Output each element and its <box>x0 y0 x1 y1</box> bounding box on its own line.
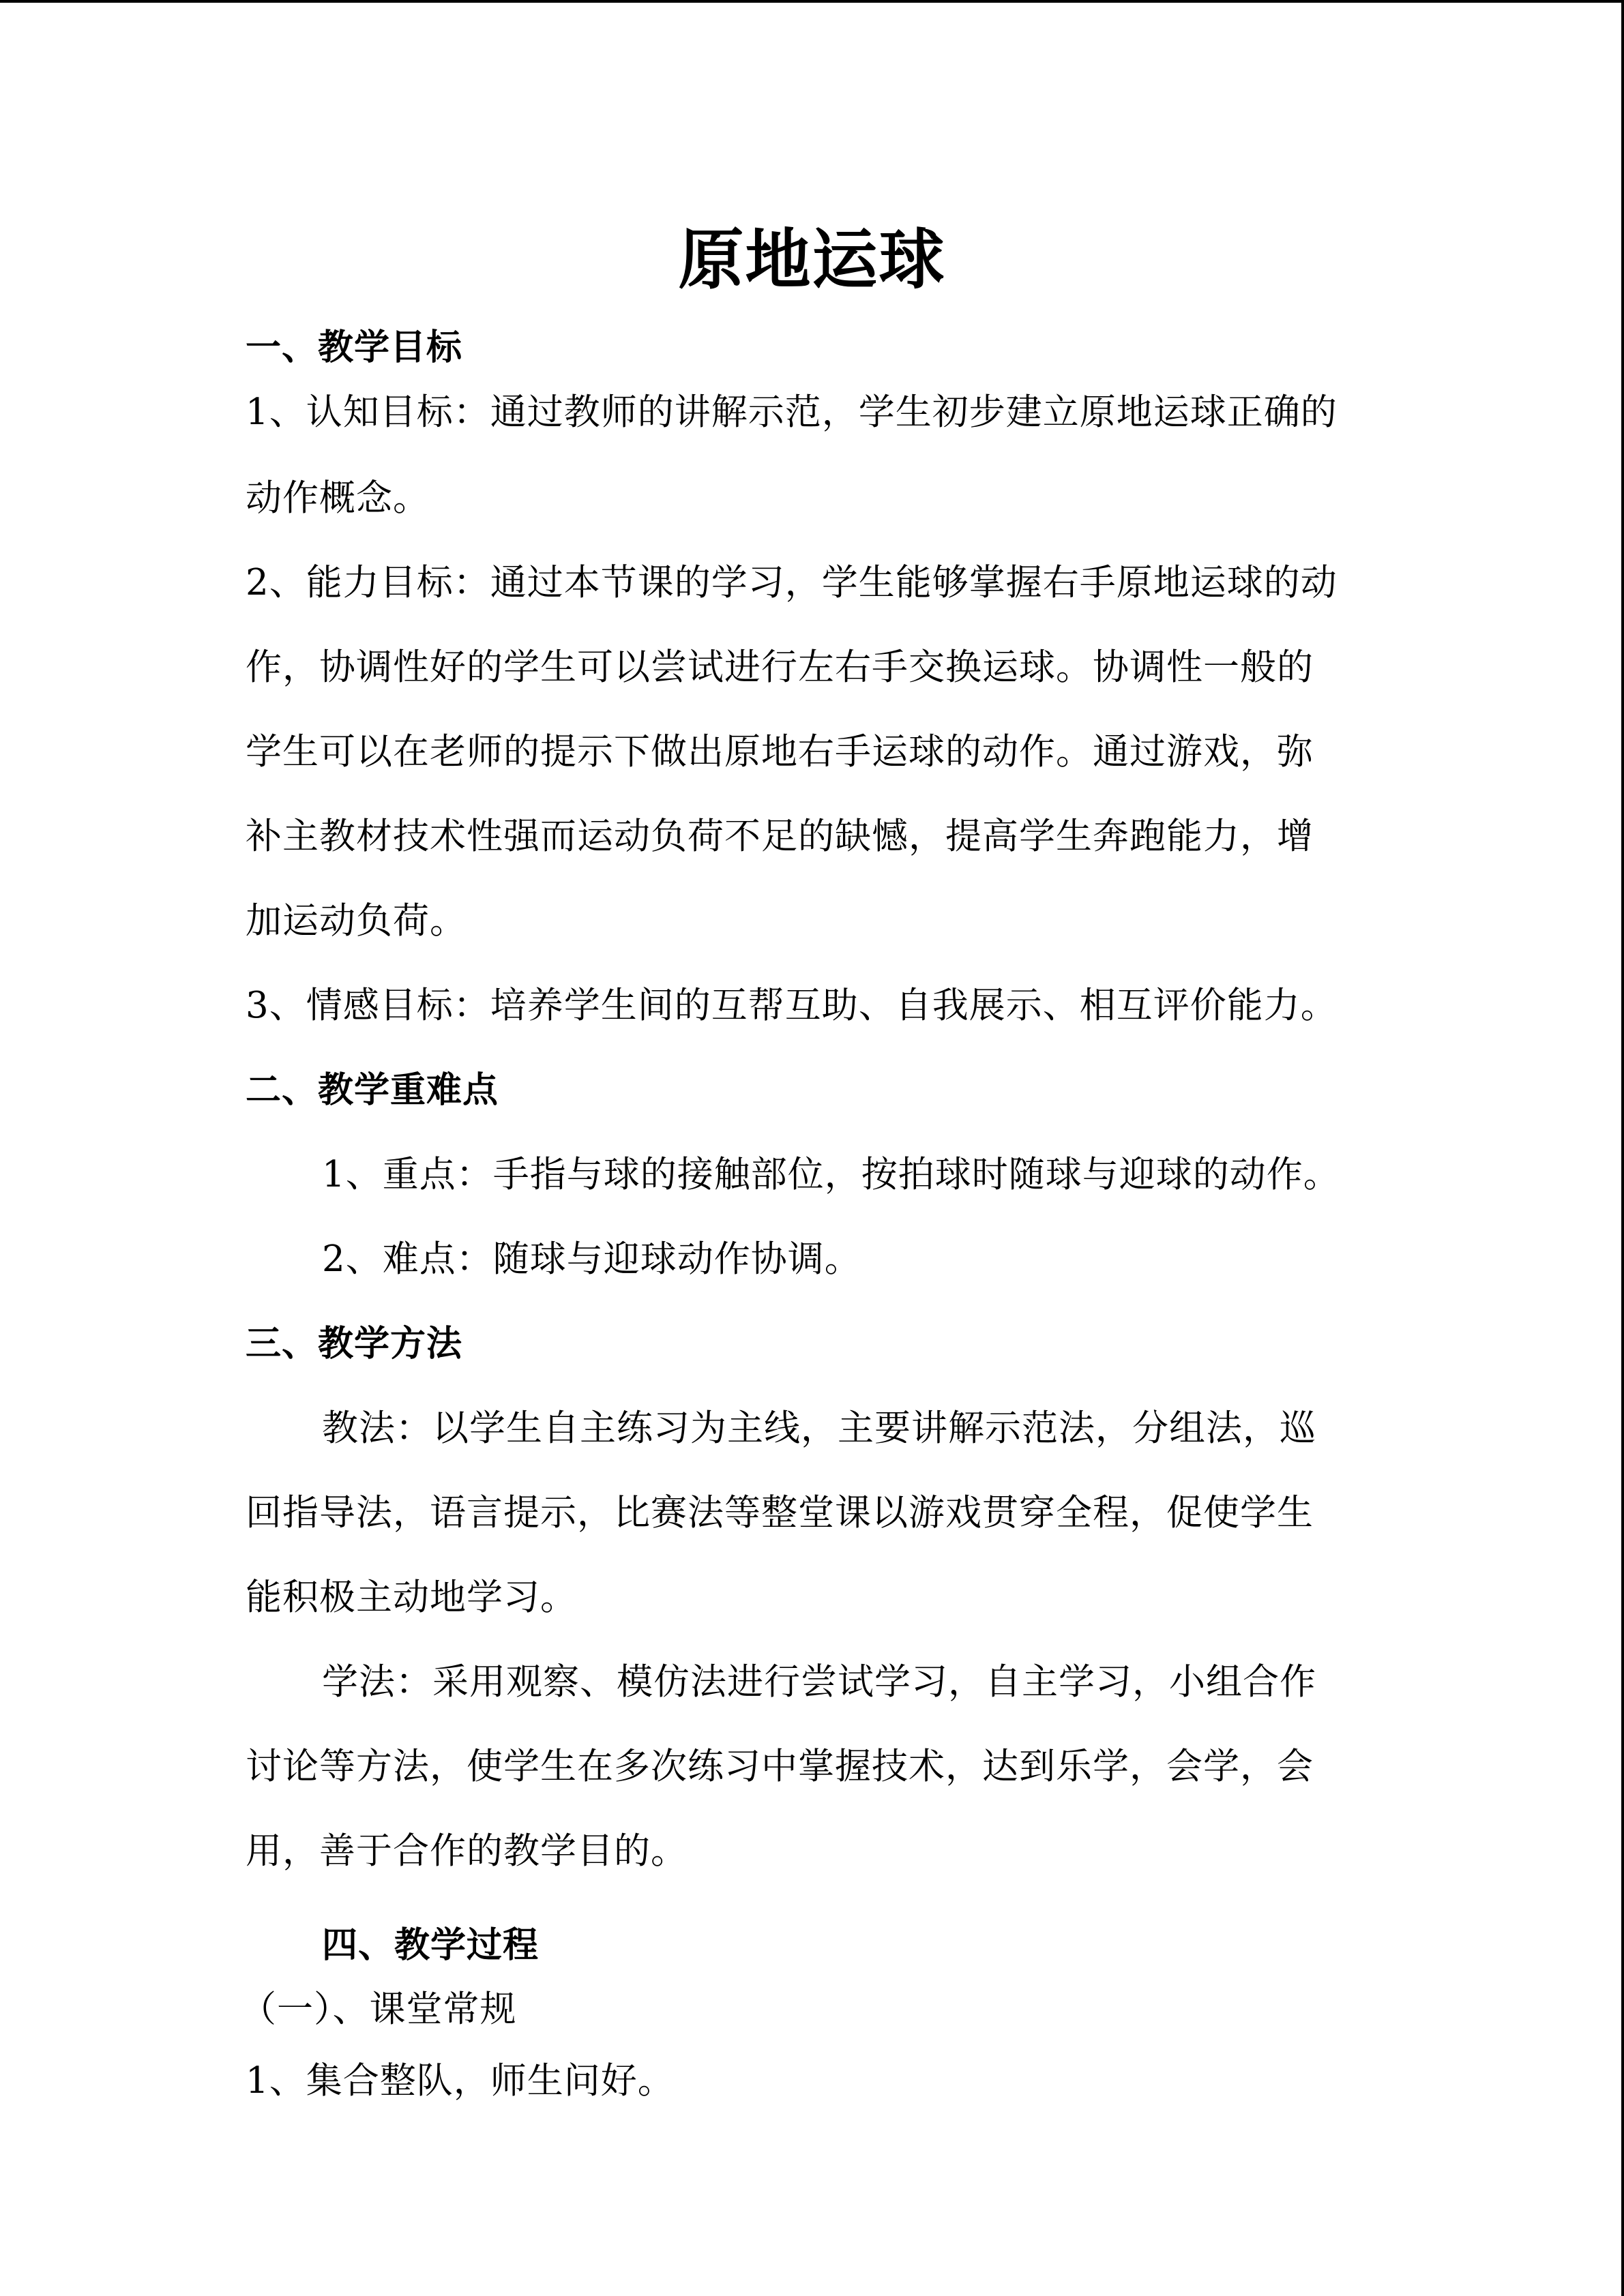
document-title: 原地运球 <box>678 222 946 298</box>
paragraph-line: 3、情感目标：培养学生间的互帮互助、自我展示、相互评价能力。 <box>246 985 1338 1026</box>
paragraph-line: 1、认知目标：通过教师的讲解示范，学生初步建立原地运球正确的 <box>246 391 1338 433</box>
paragraph-line: 能积极主动地学习。 <box>246 1577 577 1618</box>
page-border-right <box>1621 0 1624 2296</box>
paragraph-line: 学生可以在老师的提示下做出原地右手运球的动作。通过游戏，弥 <box>246 731 1314 773</box>
paragraph-line: 动作概念。 <box>246 477 430 519</box>
paragraph-line: 2、难点：随球与迎球动作协调。 <box>322 1238 861 1280</box>
paragraph-line: 1、重点：手指与球的接触部位，按拍球时随球与迎球的动作。 <box>322 1154 1340 1195</box>
paragraph-line: 学法：采用观察、模仿法进行尝试学习，自主学习，小组合作 <box>322 1661 1316 1703</box>
subsection-heading-routine: （一）、课堂常规 <box>240 1988 517 2030</box>
paragraph-line: 回指导法，语言提示，比赛法等整堂课以游戏贯穿全程，促使学生 <box>246 1492 1314 1534</box>
section-heading-process: 四、教学过程 <box>322 1925 540 1966</box>
paragraph-line: 补主教材技术性强而运动负荷不足的缺憾，提高学生奔跑能力，增 <box>246 816 1314 857</box>
paragraph-line: 1、集合整队，师生问好。 <box>246 2060 675 2102</box>
paragraph-line: 讨论等方法，使学生在多次练习中掌握技术，达到乐学，会学，会 <box>246 1746 1314 1787</box>
section-heading-key-points: 二、教学重难点 <box>246 1070 499 1111</box>
section-heading-methods: 三、教学方法 <box>246 1324 463 1365</box>
paragraph-line: 作，协调性好的学生可以尝试进行左右手交换运球。协调性一般的 <box>246 646 1314 688</box>
paragraph-line: 加运动负荷。 <box>246 900 467 942</box>
page-border-top <box>0 0 1624 3</box>
paragraph-line: 教法：以学生自主练习为主线，主要讲解示范法，分组法，巡 <box>322 1407 1316 1449</box>
paragraph-line: 用，善于合作的教学目的。 <box>246 1830 688 1872</box>
section-heading-objectives: 一、教学目标 <box>246 327 463 368</box>
paragraph-line: 2、能力目标：通过本节课的学习，学生能够掌握右手原地运球的动 <box>246 562 1338 603</box>
